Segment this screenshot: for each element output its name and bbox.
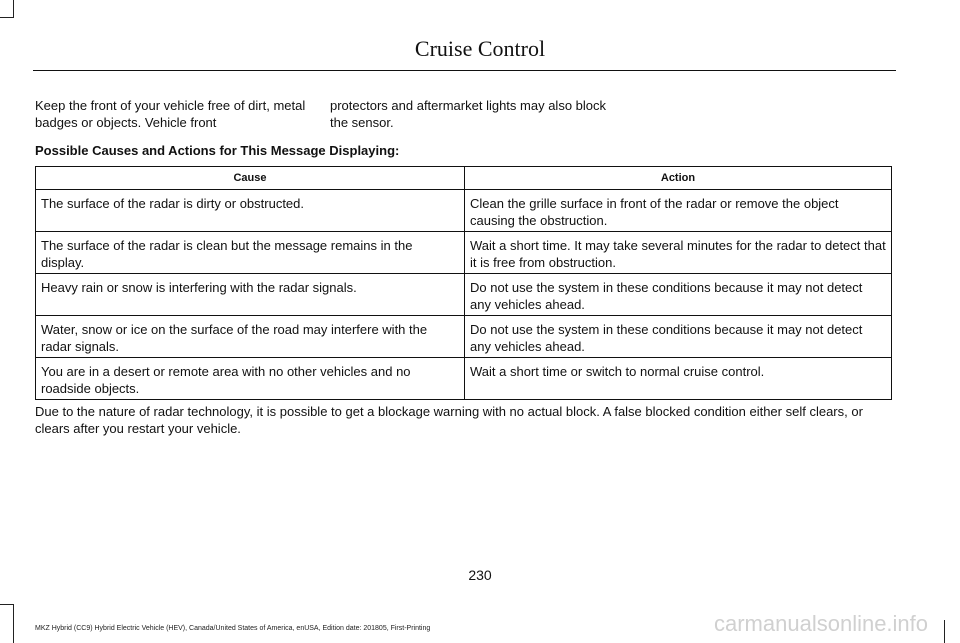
watermark: carmanualsonline.info <box>714 611 929 636</box>
closing-paragraph: Due to the nature of radar technology, it is possible to get a blockage warning with no actual block. A false blocked condition either self clears, or clears after you restart your vehicle. <box>35 404 863 436</box>
table-row <box>36 316 892 358</box>
table-row <box>36 232 892 274</box>
cause-cell: You are in a desert or remote area with no other vehicles and no roadside objects. <box>36 358 465 400</box>
intro-paragraph <box>35 97 635 131</box>
intro-column-2: protectors and aftermarket lights may also block the sensor. <box>330 98 607 130</box>
cause-cell: The surface of the radar is dirty or obstructed. <box>36 190 465 232</box>
intro-column-1: Keep the front of your vehicle free of dirt, metal badges or objects. Vehicle front <box>35 98 306 130</box>
action-cell: Wait a short time or switch to normal cruise control. <box>465 358 892 400</box>
cause-cell: The surface of the radar is clean but the message remains in the display. <box>36 232 465 274</box>
table-header-row <box>36 167 892 190</box>
column-header-action: Action <box>465 167 892 190</box>
crop-mark-bottom-right-v <box>944 620 945 643</box>
action-cell: Clean the grille surface in front of the radar or remove the object causing the obstruction. <box>465 190 892 232</box>
page-title: Cruise Control <box>414 36 546 61</box>
section-subheading: Possible Causes and Actions for This Message Displaying: <box>35 143 400 158</box>
crop-mark-top-left-h <box>0 17 14 18</box>
causes-actions-table <box>35 166 892 400</box>
crop-mark-bottom-left-h <box>0 604 14 605</box>
action-cell: Wait a short time. It may take several minutes for the radar to detect that it is free from obstruction. <box>465 232 892 274</box>
cause-cell: Heavy rain or snow is interfering with the radar signals. <box>36 274 465 316</box>
cause-cell: Water, snow or ice on the surface of the road may interfere with the radar signals. <box>36 316 465 358</box>
action-cell: Do not use the system in these conditions because it may not detect any vehicles ahead. <box>465 274 892 316</box>
edition-footer: MKZ Hybrid (CC9) Hybrid Electric Vehicle (HEV), Canada/United States of America, enUSA, Edition date: 201805, First-Printing <box>35 625 431 632</box>
page-number: 230 <box>468 567 492 583</box>
table-row <box>36 358 892 400</box>
header-divider <box>33 70 896 71</box>
action-cell: Do not use the system in these conditions because it may not detect any vehicles ahead. <box>465 316 892 358</box>
table-row <box>36 190 892 232</box>
column-header-cause: Cause <box>36 167 465 190</box>
crop-mark-bottom-left-v <box>13 604 14 643</box>
table-row <box>36 274 892 316</box>
crop-mark-top-left-v <box>13 0 14 18</box>
